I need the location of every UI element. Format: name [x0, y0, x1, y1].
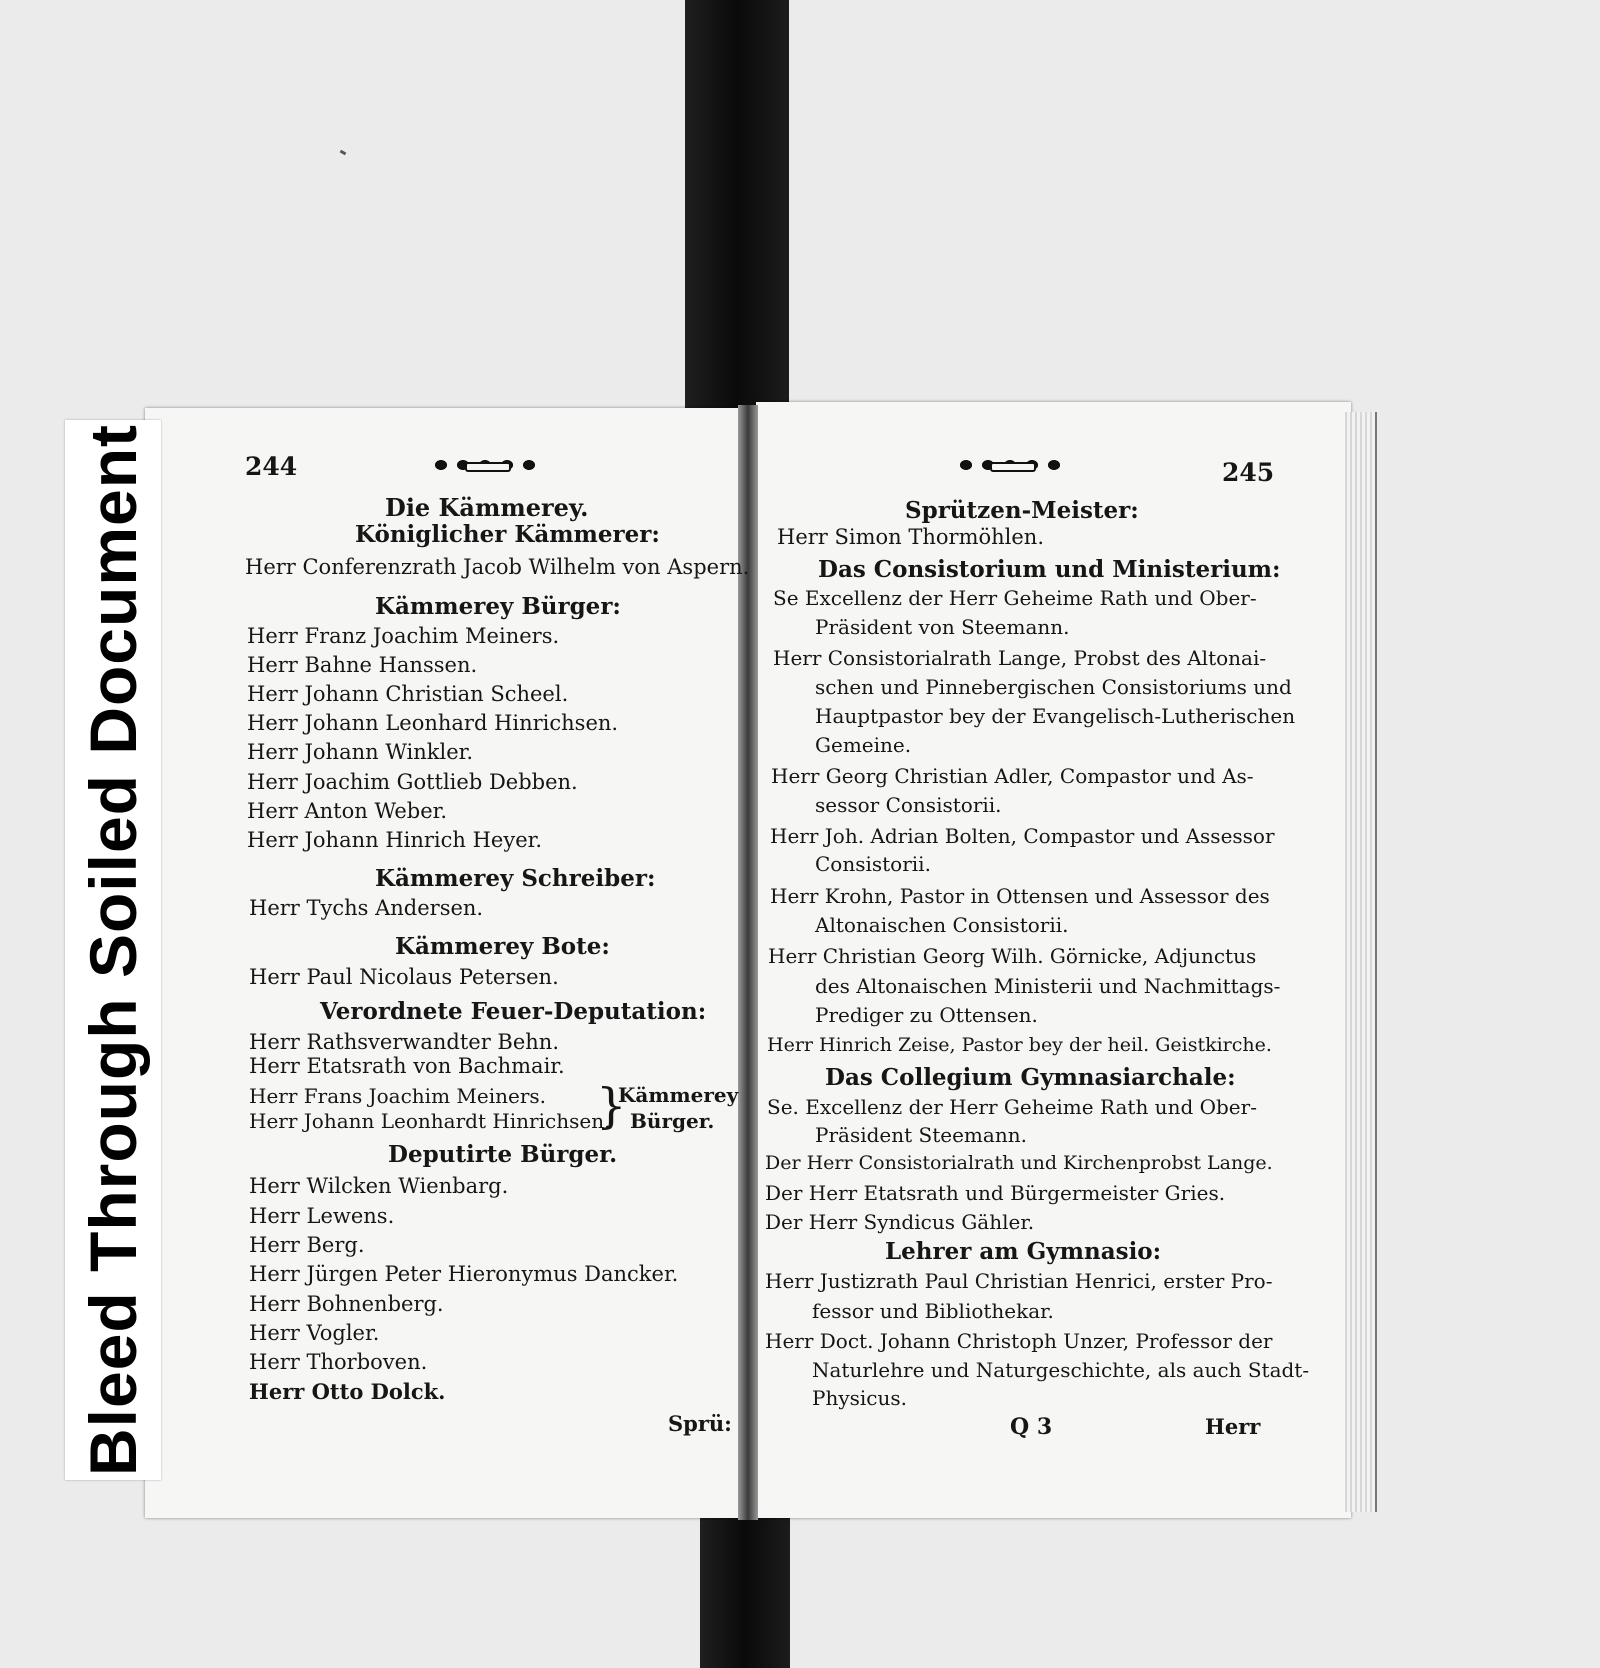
heading: Lehrer am Gymnasio:: [885, 1238, 1162, 1265]
heading: Kämmerey Schreiber:: [375, 865, 656, 892]
text-line: Herr Simon Thormöhlen.: [777, 525, 1044, 549]
page-edges: [1345, 412, 1377, 1512]
text-line: Altonaischen Consistorii.: [815, 913, 1069, 937]
text-line: Herr Doct. Johann Christoph Unzer, Professor der: [765, 1329, 1273, 1353]
catchword-left: Sprü:: [668, 1411, 732, 1436]
text-line: Herr Bohnenberg.: [249, 1292, 444, 1316]
archive-stamp: [65, 420, 161, 1480]
text-line: Herr Hinrich Zeise, Pastor bey der heil. Geistkirche.: [767, 1034, 1272, 1056]
text-line: Präsident Steemann.: [815, 1123, 1027, 1147]
text-line: Herr Lewens.: [249, 1204, 395, 1228]
text-line: Herr Krohn, Pastor in Ottensen und Assessor des: [770, 884, 1270, 908]
heading: Deputirte Bürger.: [388, 1141, 618, 1168]
text-line: Gemeine.: [815, 733, 912, 757]
text-line: Herr Christian Georg Wilh. Görnicke, Adjunctus: [768, 944, 1257, 968]
heading: Kämmerey Bürger:: [375, 593, 621, 620]
text-line: Präsident von Steemann.: [815, 615, 1070, 639]
heading: Königlicher Kämmerer:: [355, 521, 660, 548]
text-line: Herr Johann Christian Scheel.: [247, 682, 569, 706]
text-line: Naturlehre und Naturgeschichte, als auch Stadt-: [812, 1358, 1310, 1382]
heading: Das Collegium Gymnasiarchale:: [825, 1064, 1236, 1091]
text-line: Herr Conferenzrath Jacob Wilhelm von Aspern.: [245, 555, 750, 579]
text-line: Herr Wilcken Wienbarg.: [249, 1174, 509, 1198]
text-line: Der Herr Etatsrath und Bürgermeister Gries.: [765, 1181, 1226, 1205]
heading: Das Consistorium und Ministerium:: [818, 556, 1281, 583]
text-line: Prediger zu Ottensen.: [815, 1003, 1038, 1027]
signature-mark: Q 3: [1010, 1414, 1053, 1440]
text-line: Se. Excellenz der Herr Geheime Rath und Ober-: [767, 1095, 1257, 1119]
text-line: Herr Otto Dolck.: [249, 1379, 446, 1404]
text-line: Herr Johann Leonhard Hinrichsen.: [247, 711, 619, 735]
ornament-left: [430, 456, 545, 474]
text-line: Herr Justizrath Paul Christian Henrici, erster Pro-: [765, 1269, 1273, 1293]
binding-strap-top: [685, 0, 789, 420]
text-line: fessor und Bibliothekar.: [812, 1299, 1054, 1323]
brace-label: Bürger.: [630, 1109, 715, 1133]
dust-speck: [340, 150, 347, 156]
catchword-right: Herr: [1205, 1414, 1261, 1439]
text-line: Herr Franz Joachim Meiners.: [247, 624, 560, 648]
text-line: Herr Bahne Hanssen.: [247, 653, 478, 677]
text-line: Herr Anton Weber.: [247, 799, 448, 823]
text-line: Herr Thorboven.: [249, 1350, 428, 1374]
text-line: Consistorii.: [815, 852, 931, 876]
heading: Die Kämmerey.: [385, 493, 589, 522]
heading: Kämmerey Bote:: [395, 933, 610, 960]
stamp-label: Bleed Through Soiled Document: [76, 423, 150, 1477]
text-line: Herr Johann Winkler.: [247, 740, 474, 764]
text-line: Herr Johann Leonhardt Hinrichsen.: [249, 1109, 611, 1133]
brace: }: [596, 1078, 627, 1134]
heading: Sprützen-Meister:: [905, 497, 1139, 524]
page-number-left: 244: [245, 452, 298, 481]
text-line: Herr Etatsrath von Bachmair.: [249, 1054, 565, 1078]
text-line: Herr Jürgen Peter Hieronymus Dancker.: [249, 1262, 679, 1286]
heading: Verordnete Feuer-Deputation:: [320, 998, 707, 1025]
text-line: Herr Johann Hinrich Heyer.: [247, 828, 543, 852]
text-line: Herr Frans Joachim Meiners.: [249, 1084, 547, 1108]
text-line: Se Excellenz der Herr Geheime Rath und Ober-: [773, 586, 1257, 610]
text-line: Herr Rathsverwandter Behn.: [249, 1030, 560, 1054]
ornament-right: [955, 456, 1070, 474]
text-line: schen und Pinnebergischen Consistoriums und: [815, 675, 1292, 699]
page-number-right: 245: [1222, 458, 1275, 487]
text-line: Herr Joh. Adrian Bolten, Compastor und Assessor: [770, 824, 1275, 848]
text-line: Physicus.: [812, 1386, 907, 1410]
text-line: Herr Vogler.: [249, 1321, 380, 1345]
text-line: Der Herr Syndicus Gähler.: [765, 1210, 1035, 1234]
text-line: Der Herr Consistorialrath und Kirchenprobst Lange.: [765, 1152, 1273, 1174]
text-line: Herr Joachim Gottlieb Debben.: [247, 770, 578, 794]
text-line: Herr Berg.: [249, 1233, 365, 1257]
text-line: sessor Consistorii.: [815, 793, 1002, 817]
text-line: Herr Consistorialrath Lange, Probst des Altonai-: [773, 646, 1267, 670]
brace-label: Kämmerey: [618, 1083, 739, 1107]
text-line: Herr Georg Christian Adler, Compastor und As-: [771, 764, 1254, 788]
text-line: des Altonaischen Ministerii und Nachmittags-: [815, 974, 1281, 998]
text-line: Herr Paul Nicolaus Petersen.: [249, 965, 559, 989]
binding-strap-bottom: [700, 1500, 790, 1668]
text-line: Hauptpastor bey der Evangelisch-Lutherischen: [815, 704, 1296, 728]
text-line: Herr Tychs Andersen.: [249, 896, 484, 920]
